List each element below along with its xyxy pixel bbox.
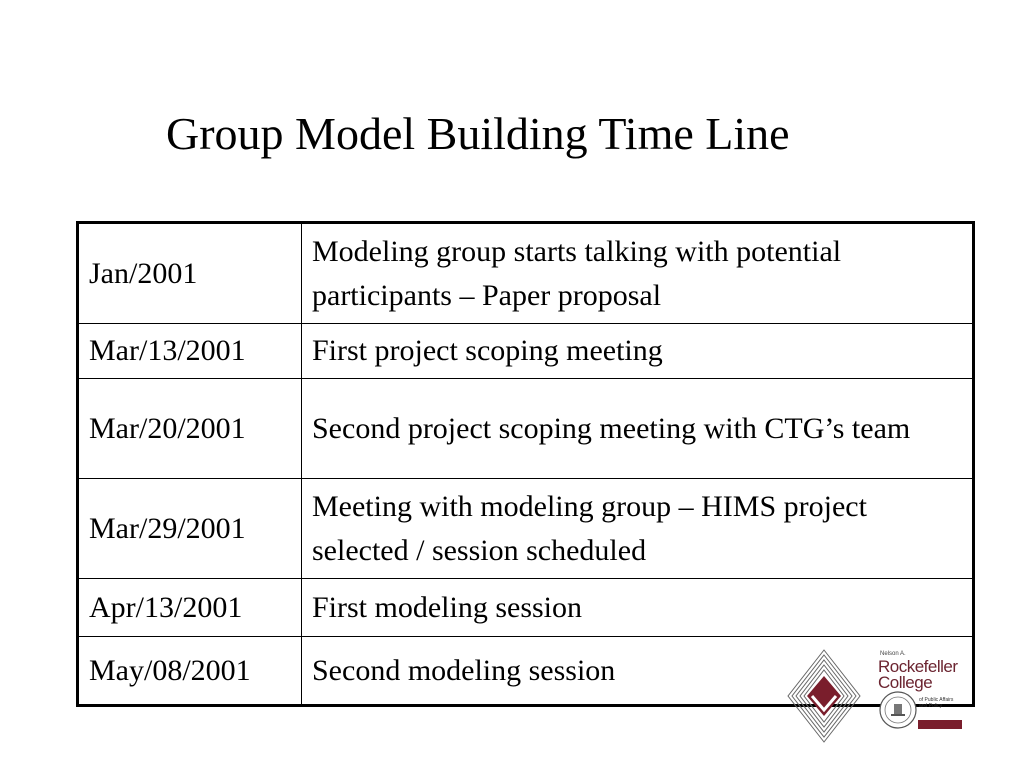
event-cell: Modeling group starts talking with potential participants – Paper proposal <box>302 223 974 324</box>
table-row <box>78 324 974 379</box>
logo-line2: College <box>878 673 933 692</box>
event-cell: Meeting with modeling group – HIMS project selected / session scheduled <box>302 479 974 579</box>
logo-maroon-bar <box>918 720 962 729</box>
diamond-emblem-icon <box>786 648 862 744</box>
table-row <box>78 223 974 324</box>
table-row <box>78 379 974 479</box>
timeline-table <box>76 221 975 707</box>
logo-line1: Rockefeller <box>878 657 958 676</box>
date-cell: May/08/2001 <box>78 637 302 706</box>
logo-tagline: of Public Affairs and Policy <box>919 697 954 709</box>
date-cell: Mar/20/2001 <box>78 379 302 479</box>
event-cell: Second project scoping meeting with CTG’s team <box>302 379 974 479</box>
event-cell: First modeling session <box>302 579 974 637</box>
table-row <box>78 479 974 579</box>
logo-small-name: Nelson A. <box>880 651 906 657</box>
university-seal-icon <box>878 690 918 730</box>
slide-title: Group Model Building Time Line <box>166 108 790 159</box>
rockefeller-college-logo <box>786 648 966 748</box>
date-cell: Jan/2001 <box>78 223 302 324</box>
date-cell: Mar/29/2001 <box>78 479 302 579</box>
date-cell: Mar/13/2001 <box>78 324 302 379</box>
table-row <box>78 579 974 637</box>
event-cell: First project scoping meeting <box>302 324 974 379</box>
event-cell: Second modeling session <box>302 637 974 706</box>
date-cell: Apr/13/2001 <box>78 579 302 637</box>
